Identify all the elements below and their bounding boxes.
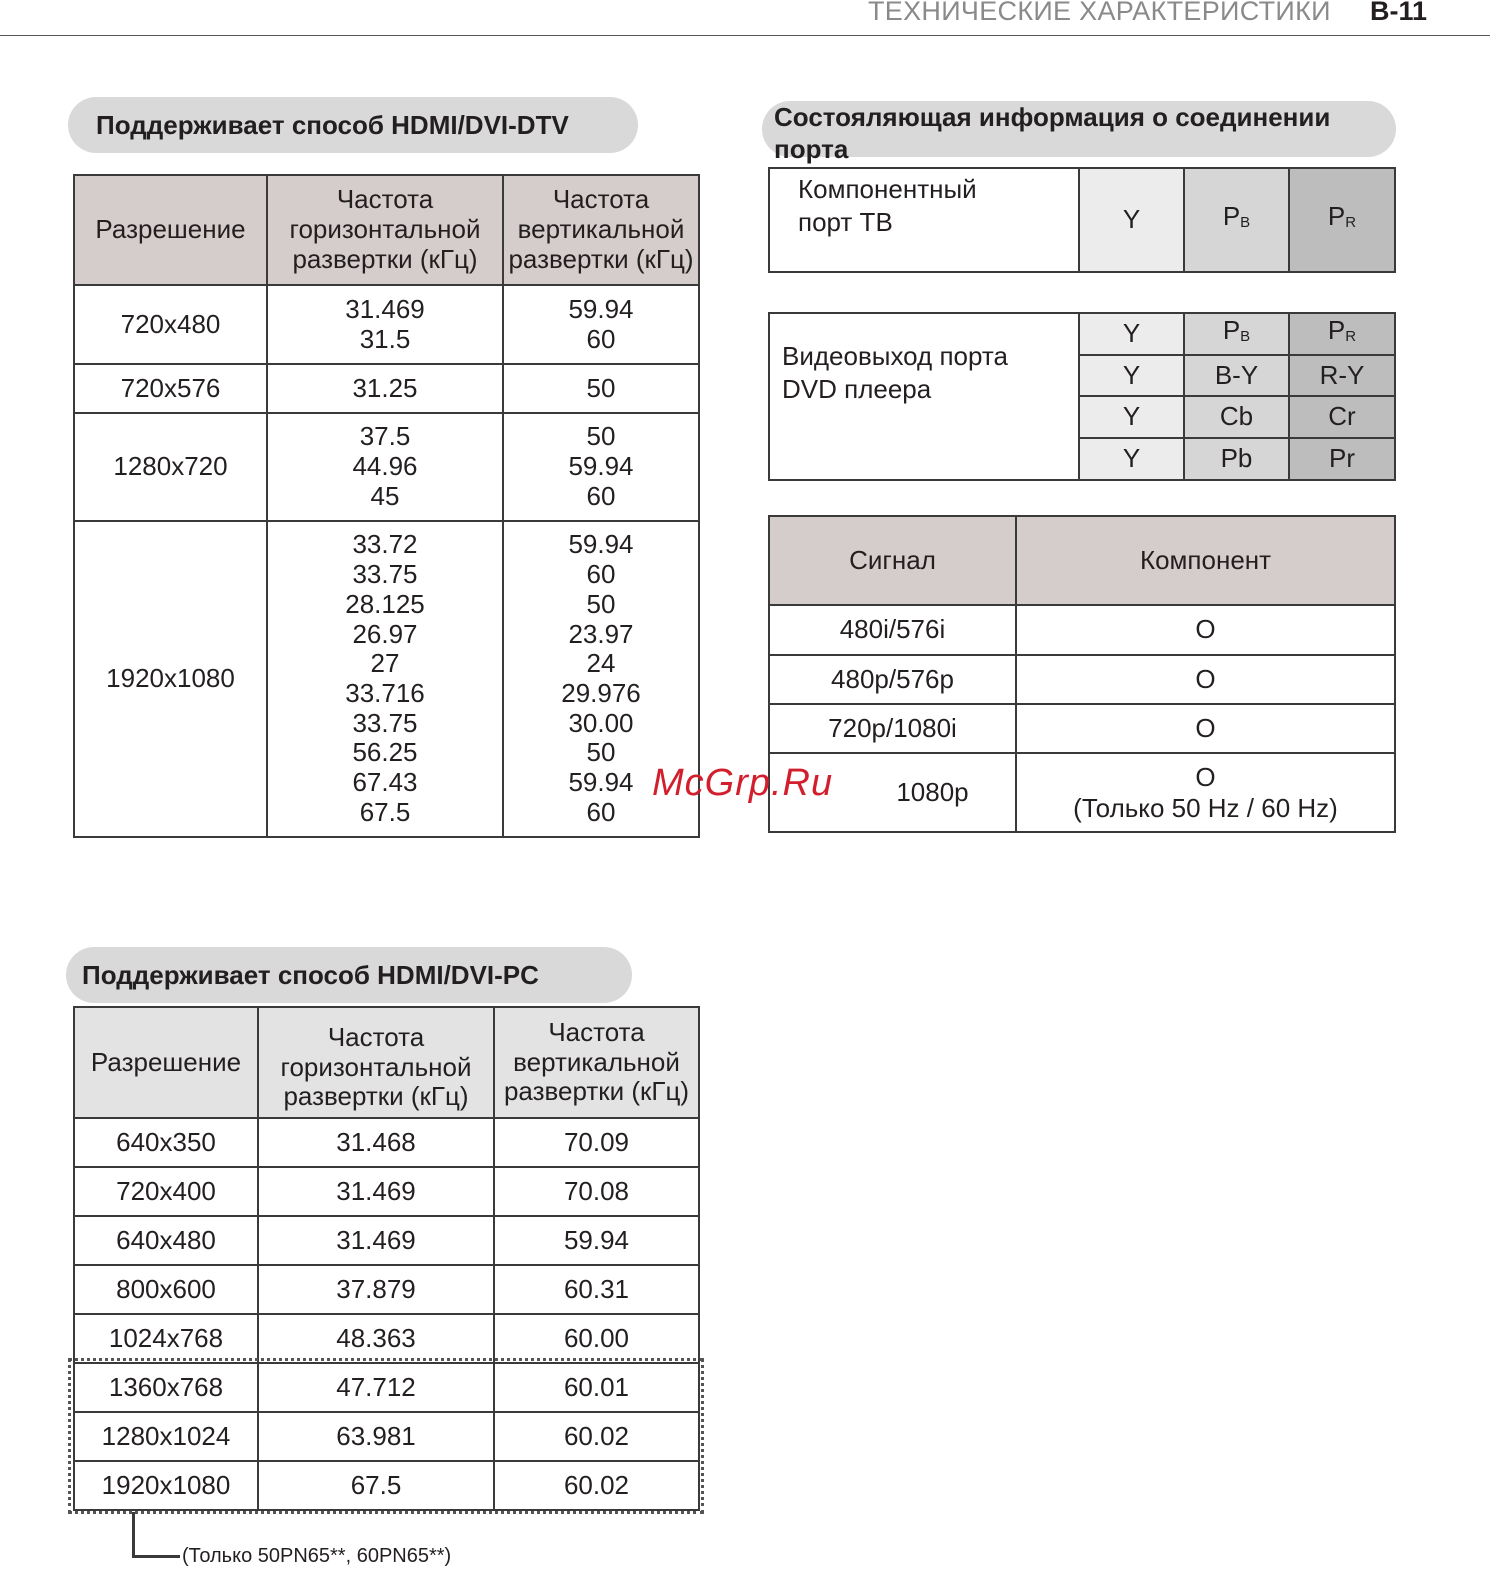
- table-row: [74, 1118, 699, 1167]
- component-cell: O: [1016, 605, 1395, 655]
- port-section-title: Состояляющая информация о соединении порта: [762, 101, 1396, 157]
- tv-port-label: Компонентный порт ТВ: [769, 168, 1079, 272]
- tv-port-row: [769, 168, 1395, 272]
- dtv-vfreq-cell: 50: [503, 364, 699, 413]
- y-cell: Y: [1079, 168, 1184, 272]
- pr-cell: $P_R$: [1289, 313, 1395, 355]
- y-cell: Y: [1079, 438, 1184, 480]
- pc-res-cell: 1920x1080: [74, 1461, 258, 1510]
- table-row: [74, 364, 699, 413]
- dvd-port-label: Видеовыход порта DVD плеера: [769, 313, 1079, 480]
- dtv-res-cell: 1280x720: [74, 413, 267, 521]
- table-row: [769, 313, 1395, 355]
- dtv-col-hfreq: Частота горизонтальной развертки (кГц): [267, 175, 503, 285]
- pc-res-cell: 1280x1024: [74, 1412, 258, 1461]
- pb-lower-cell: Pb: [1184, 438, 1289, 480]
- pb-cell: $P_B$: [1184, 168, 1289, 272]
- table-row: [74, 1167, 699, 1216]
- pc-res-cell: 640x480: [74, 1216, 258, 1265]
- pc-col-resolution: Разрешение: [74, 1007, 258, 1118]
- table-row: [74, 1265, 699, 1314]
- dtv-res-cell: 720x480: [74, 285, 267, 364]
- dtv-vfreq-cell: 50 59.94 60: [503, 413, 699, 521]
- dtv-header-row: [74, 175, 699, 285]
- dtv-table: [73, 174, 700, 838]
- model-note: (Только 50PN65**, 60PN65**): [182, 1545, 452, 1567]
- pc-vfreq-cell: 59.94: [494, 1216, 699, 1265]
- pc-vfreq-cell: 60.31: [494, 1265, 699, 1314]
- dtv-res-cell: 720x576: [74, 364, 267, 413]
- signal-col-signal: Сигнал: [769, 516, 1016, 605]
- pc-vfreq-cell: 60.00: [494, 1314, 699, 1363]
- cb-cell: Cb: [1184, 396, 1289, 438]
- pc-hfreq-cell: 37.879: [258, 1265, 494, 1314]
- dtv-col-resolution: Разрешение: [74, 175, 267, 285]
- y-cell: Y: [1079, 313, 1184, 355]
- r-y-cell: R-Y: [1289, 355, 1395, 396]
- dtv-res-cell: 1920x1080: [74, 521, 267, 837]
- table-row: [74, 521, 699, 837]
- pc-hfreq-cell: 48.363: [258, 1314, 494, 1363]
- pc-res-cell: 720x400: [74, 1167, 258, 1216]
- cr-cell: Cr: [1289, 396, 1395, 438]
- y-cell: Y: [1079, 355, 1184, 396]
- dtv-vfreq-cell: 59.94 60 50 23.97 24 29.976 30.00 50 59.94 60: [503, 521, 699, 837]
- pc-hfreq-cell: 31.469: [258, 1216, 494, 1265]
- page-number: B-11: [1370, 0, 1428, 26]
- pc-vfreq-cell: 60.01: [494, 1363, 699, 1412]
- signal-header-row: [769, 516, 1395, 605]
- pc-vfreq-cell: 60.02: [494, 1412, 699, 1461]
- dtv-section-title: Поддерживает способ HDMI/DVI-DTV: [68, 97, 638, 153]
- pc-hfreq-cell: 31.469: [258, 1167, 494, 1216]
- table-row: [74, 413, 699, 521]
- dvd-port-table: [768, 312, 1396, 481]
- pc-col-hfreq: Частота горизонтальной развертки (кГц): [258, 1007, 494, 1118]
- dtv-col-vfreq: Частота вертикальной развертки (кГц): [503, 175, 699, 285]
- note-connector-horizontal: [132, 1555, 180, 1558]
- table-row: [769, 605, 1395, 655]
- pr-cell: $P_R$: [1289, 168, 1395, 272]
- running-header-title: ТЕХНИЧЕСКИЕ ХАРАКТЕРИСТИКИ: [868, 0, 1331, 26]
- model-specific-rows-outline: [68, 1358, 704, 1514]
- pc-vfreq-cell: 70.08: [494, 1167, 699, 1216]
- dtv-vfreq-cell: 59.94 60: [503, 285, 699, 364]
- pc-res-cell: 1360x768: [74, 1363, 258, 1412]
- y-cell: Y: [1079, 396, 1184, 438]
- pc-section-title: Поддерживает способ HDMI/DVI-PC: [66, 947, 632, 1003]
- b-y-cell: B-Y: [1184, 355, 1289, 396]
- table-row: [769, 753, 1395, 832]
- pc-hfreq-cell: 31.468: [258, 1118, 494, 1167]
- dtv-hfreq-cell: 31.469 31.5: [267, 285, 503, 364]
- pc-res-cell: 800x600: [74, 1265, 258, 1314]
- watermark: McGrp.Ru: [652, 762, 834, 804]
- pr-lower-cell: Pr: [1289, 438, 1395, 480]
- pb-cell: $P_B$: [1184, 313, 1289, 355]
- dtv-hfreq-cell: 31.25: [267, 364, 503, 413]
- pc-hfreq-cell: 47.712: [258, 1363, 494, 1412]
- component-cell: O (Только 50 Hz / 60 Hz): [1016, 753, 1395, 832]
- table-row: [74, 1314, 699, 1363]
- dtv-hfreq-cell: 37.5 44.96 45: [267, 413, 503, 521]
- pc-res-cell: 640x350: [74, 1118, 258, 1167]
- component-cell: O: [1016, 655, 1395, 704]
- header-rule: [0, 35, 1490, 36]
- pc-hfreq-cell: 63.981: [258, 1412, 494, 1461]
- pc-res-cell: 1024x768: [74, 1314, 258, 1363]
- note-connector-vertical: [132, 1512, 135, 1558]
- dtv-hfreq-cell: 33.72 33.75 28.125 26.97 27 33.716 33.75 56.25 67.43 67.5: [267, 521, 503, 837]
- pc-header-row: [74, 1007, 699, 1118]
- pc-vfreq-cell: 60.02: [494, 1461, 699, 1510]
- pc-col-vfreq: Частота вертикальной развертки (кГц): [494, 1007, 699, 1118]
- pc-hfreq-cell: 67.5: [258, 1461, 494, 1510]
- table-row: [769, 655, 1395, 704]
- component-cell: O: [1016, 704, 1395, 753]
- signal-cell: 480p/576p: [769, 655, 1016, 704]
- tv-port-table: [768, 167, 1396, 273]
- signal-table: [768, 515, 1396, 833]
- signal-col-component: Компонент: [1016, 516, 1395, 605]
- table-row: [769, 704, 1395, 753]
- signal-cell: 1080p: [769, 753, 1016, 832]
- signal-cell: 720p/1080i: [769, 704, 1016, 753]
- table-row: [74, 1216, 699, 1265]
- pc-vfreq-cell: 70.09: [494, 1118, 699, 1167]
- table-row: [74, 285, 699, 364]
- signal-cell: 480i/576i: [769, 605, 1016, 655]
